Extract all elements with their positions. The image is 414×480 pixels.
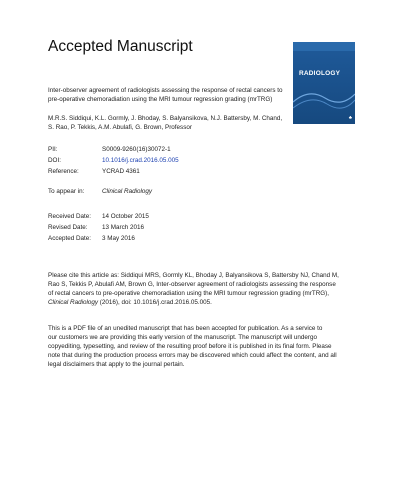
accepted-value: 3 May 2016 <box>102 235 135 242</box>
accepted-label: Accepted Date: <box>48 235 92 242</box>
doi-link[interactable]: 10.1016/j.crad.2016.05.005 <box>102 157 179 164</box>
revised-label: Revised Date: <box>48 224 88 231</box>
author-list: M.R.S. Siddiqui, K.L. Gormly, J. Bhoday, S. Balyansikova, N.J. Battersby, M. Chand, S. Rao, P. Tekkis, A.M. Abulafi, G. Brown, Professor <box>48 115 283 131</box>
pii-label: PII: <box>48 146 58 153</box>
pii-value: S0009-9260(16)30072-1 <box>102 146 171 153</box>
doi-label: DOI: <box>48 157 61 164</box>
citation-paragraph: Please cite this article as: Siddiqui MRS, Gormly KL, Bhoday J, Balyansikova S, Battersby NJ, Chand M, Rao S, Tekkis P, Abulafi AM, Brown G, Inter-observer agreement of radiologists assessing the response of rectal cancers to pre-operative chemoradiation using the MRI tumour regression grading (mrTRG), Clinical Radiology (2016), doi: 10.1016/j.crad.2016.05.005. <box>48 272 339 306</box>
journal-cover-name: RADIOLOGY <box>299 70 341 77</box>
reference-value: YCRAD 4361 <box>102 168 140 175</box>
cover-swirl-graphic <box>293 84 355 114</box>
citation-journal: Clinical Radiology <box>48 299 99 306</box>
journal-name: Clinical Radiology <box>102 188 153 195</box>
received-label: Received Date: <box>48 213 92 220</box>
reference-label: Reference: <box>48 168 79 175</box>
disclaimer-paragraph: This is a PDF file of an unedited manuscript that has been accepted for publication. As a service to our customers we are providing this early version of the manuscript. The manuscript will undergo copyediting, typesetting, and review of the resulting proof before it is published in its final form. Please note that during the production process errors may be discovered which could affect the content, and all legal disclaimers that apply to the journal pertain. <box>48 325 337 368</box>
page-title: Accepted Manuscript <box>48 38 193 55</box>
article-title: Inter-observer agreement of radiologists assessing the response of rectal cancers to pre-operative chemoradiation using the MRI tumour regression grading (mrTRG) <box>48 87 283 103</box>
appear-label: To appear in: <box>48 188 85 195</box>
revised-value: 13 March 2016 <box>102 224 145 231</box>
journal-cover-image <box>293 42 355 124</box>
received-value: 14 October 2015 <box>102 213 149 220</box>
elsevier-logo: ♣ <box>348 115 352 121</box>
